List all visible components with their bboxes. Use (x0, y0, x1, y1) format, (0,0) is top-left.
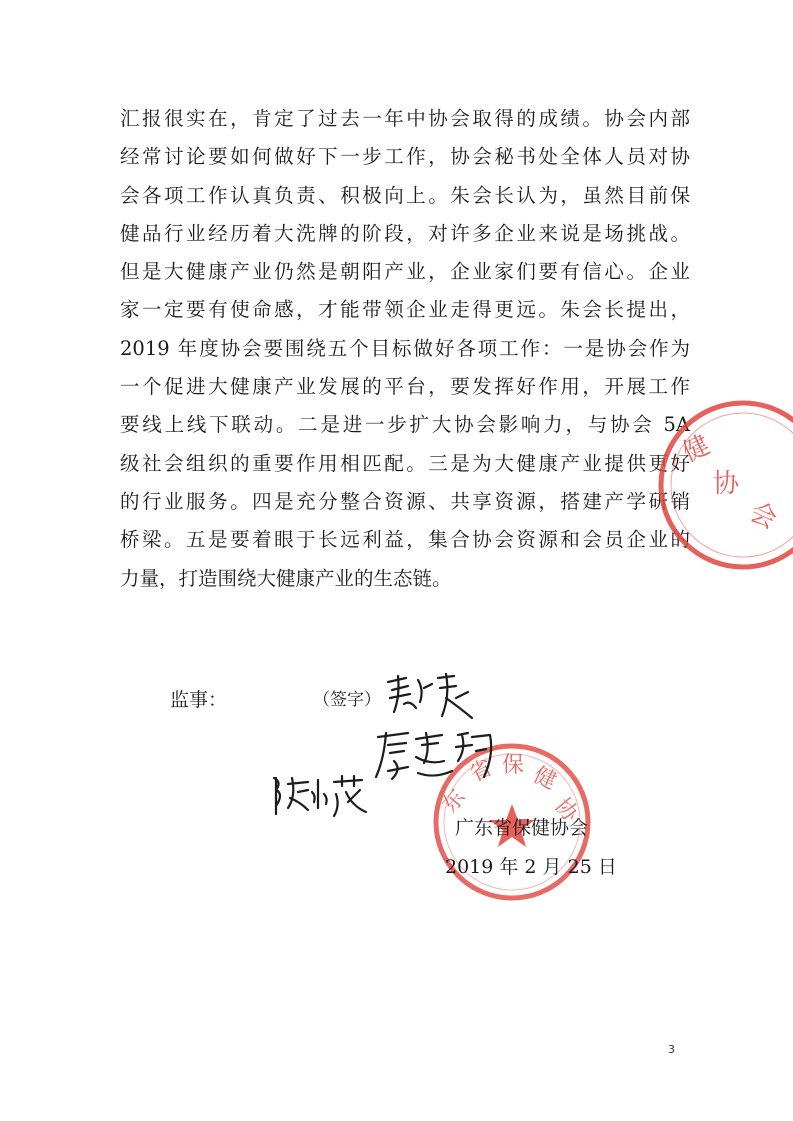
document-date: 2019 年 2 月 25 日 (445, 856, 617, 878)
body-line: 经常讨论要如何做好下一步工作，协会秘书处全体人员对协 (120, 145, 690, 169)
svg-text:健: 健 (529, 762, 560, 795)
body-line: 健品行业经历着大洗牌的阶段，对许多企业来说是场挑战。 (120, 221, 690, 245)
body-text (120, 100, 690, 598)
body-line: 的行业服务。四是充分整合资源、共享资源，搭建产学研销 (120, 489, 690, 513)
svg-text:东: 东 (437, 784, 471, 818)
body-line: 桥梁。五是要着眼于长远利益，集合协会资源和会员企业的 (120, 528, 690, 552)
signature-peng-liang (380, 668, 480, 728)
body-line: 要线上线下联动。二是进一步扩大协会影响力，与协会 5A (120, 413, 690, 437)
body-line: 级社会组织的重要作用相匹配。三是为大健康产业提供更好 (120, 451, 690, 475)
svg-text:健: 健 (678, 430, 715, 469)
body-line: 力量，打造围绕大健康产业的生态链。 (120, 566, 452, 590)
body-line: 2019 年度协会要围绕五个目标做好各项工作：一是协会作为 (120, 336, 690, 360)
body-line: 但是大健康产业仍然是朝阳产业，企业家们要有信心。企业 (120, 260, 690, 284)
seal-side-stamp (648, 390, 793, 580)
organization-name: 广东省保健协会 (455, 817, 589, 839)
body-line: 汇报很实在，肯定了过去一年中协会取得的成绩。协会内部 (120, 107, 690, 130)
sign-label: （签字） (313, 690, 381, 710)
signature-chen-xiaohua (268, 772, 373, 820)
body-line: 家一定要有使命感，才能带领企业走得更远。朱会长提出， (120, 298, 690, 322)
body-line: 会各项工作认真负责、积极向上。朱会长认为，虽然目前保 (120, 183, 690, 207)
svg-text:保: 保 (502, 753, 525, 778)
svg-text:协: 协 (713, 469, 740, 499)
svg-text:会: 会 (745, 497, 782, 536)
signature-liao-jianxun (372, 725, 507, 787)
page-number: 3 (668, 1043, 675, 1056)
body-line: 一个促进大健康产业发展的平台，要发挥好作用，开展工作 (120, 375, 690, 399)
svg-text:省: 省 (465, 755, 497, 788)
supervisor-label: 监事： (170, 689, 228, 711)
svg-text:协: 协 (549, 793, 583, 827)
